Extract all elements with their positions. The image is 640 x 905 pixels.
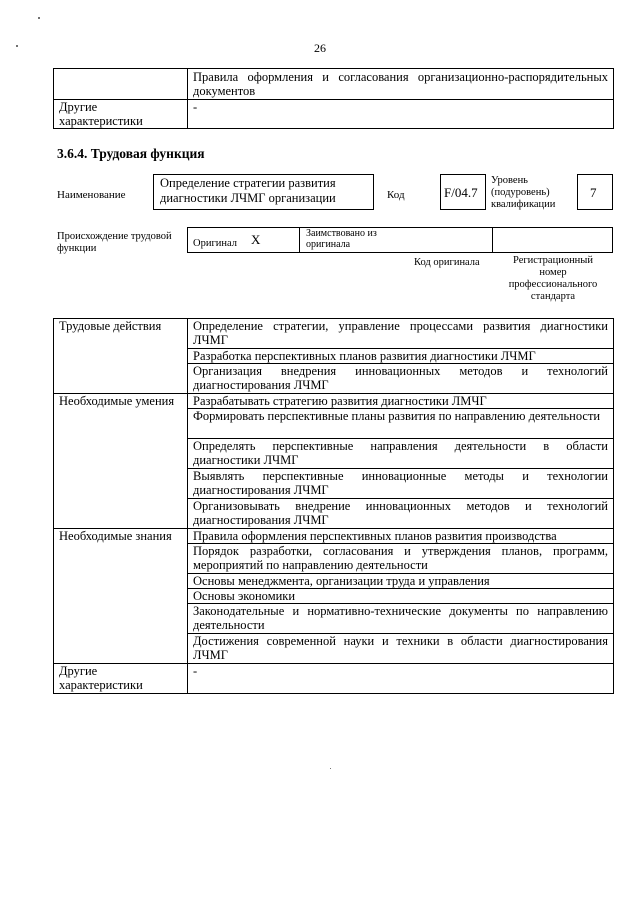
skill-item: Выявлять перспективные инновационные методы и технологии диагностирования ЛЧМГ <box>188 469 614 499</box>
row-text: - <box>188 100 614 129</box>
name-value-line1: Определение стратегии развития <box>160 176 336 190</box>
main-table <box>53 318 614 694</box>
page-number: 26 <box>314 41 326 55</box>
skill-item: Разрабатывать стратегию развития диагностики ЛМЧГ <box>188 394 614 409</box>
level-value: 7 <box>590 185 597 200</box>
section-title: 3.6.4. Трудовая функция <box>57 146 205 161</box>
table-row <box>54 319 614 349</box>
origin-label: Происхождение трудовой функции <box>57 231 172 254</box>
scan-speck <box>330 768 331 769</box>
row-text: Правила оформления и согласования организационно-распорядительных документов <box>188 69 614 100</box>
skill-item: Формировать перспективные планы развития по направлению деятельности <box>188 409 614 439</box>
other-label: Другие характеристики <box>54 664 188 694</box>
table-row <box>54 529 614 544</box>
knowledge-item: Порядок разработки, согласования и утверждения планов, программ, мероприятий по направлению деятельности <box>188 544 614 574</box>
origin-divider <box>492 227 493 253</box>
labor-action-item: Разработка перспективных планов развития диагностики ЛЧМГ <box>188 349 614 364</box>
code-value: F/04.7 <box>444 185 478 200</box>
code-label: Код <box>387 189 405 201</box>
knowledge-item: Законодательные и нормативно-технические документы по направлению деятельности <box>188 604 614 634</box>
skills-label: Необходимые умения <box>54 394 188 529</box>
top-table <box>53 68 614 129</box>
original-label: Оригинал <box>193 238 237 249</box>
table-row <box>54 100 614 129</box>
labor-action-item: Организация внедрения инновационных методов и технологий диагностирования ЛЧМГ <box>188 364 614 394</box>
name-label: Наименование <box>57 189 126 201</box>
knowledge-item: Основы экономики <box>188 589 614 604</box>
knowledge-label: Необходимые знания <box>54 529 188 664</box>
code-original-label: Код оригинала <box>414 257 480 268</box>
name-value-line2: диагностики ЛЧМГ организации <box>160 191 336 205</box>
level-label: Уровень (подуровень) квалификации <box>491 175 556 210</box>
table-row <box>54 69 614 100</box>
labor-actions-label: Трудовые действия <box>54 319 188 394</box>
original-mark: X <box>251 232 261 247</box>
reg-number-label: Регистрационный номер профессионального стандарта <box>508 255 598 302</box>
origin-divider <box>299 227 300 253</box>
table-row <box>54 394 614 409</box>
skill-item: Организовывать внедрение инновационных методов и технологий диагностирования ЛЧМГ <box>188 499 614 529</box>
row-label <box>54 69 188 100</box>
knowledge-item: Основы менеджмента, организации труда и управления <box>188 574 614 589</box>
skill-item: Определять перспективные направления деятельности в области диагностики ЛЧМГ <box>188 439 614 469</box>
other-value: - <box>188 664 614 694</box>
labor-action-item: Определение стратегии, управление процессами развития диагностики ЛЧМГ <box>188 319 614 349</box>
table-row <box>54 664 614 694</box>
knowledge-item: Достижения современной науки и техники в области диагностирования ЛЧМГ <box>188 634 614 664</box>
borrowed-label: Заимствовано из оригинала <box>306 228 377 250</box>
knowledge-item: Правила оформления перспективных планов развития производства <box>188 529 614 544</box>
scan-speck <box>38 17 40 19</box>
row-label: Другие характеристики <box>54 100 188 129</box>
